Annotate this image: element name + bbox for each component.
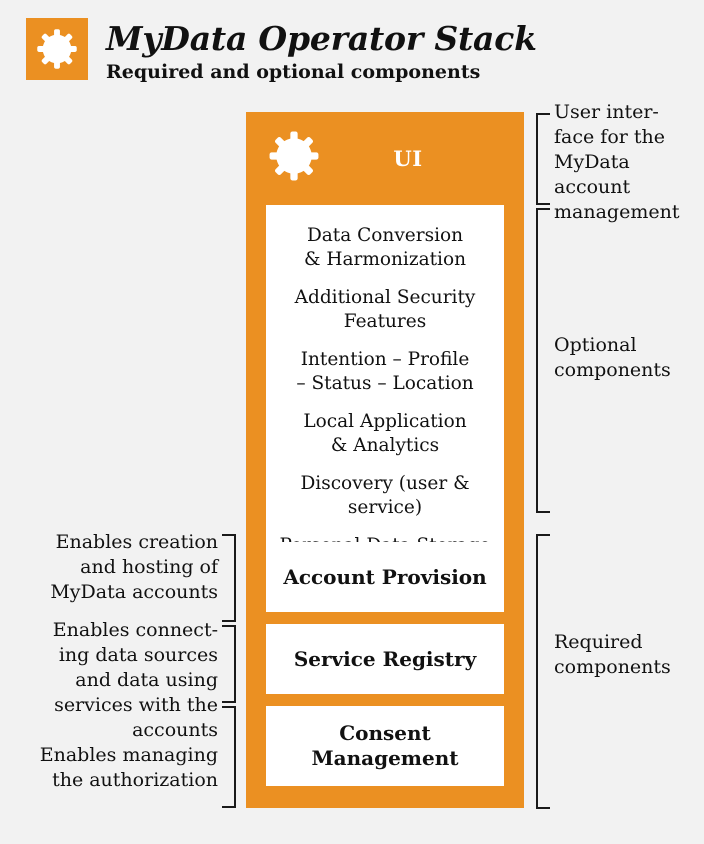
- annotation-required: Required components: [554, 631, 671, 678]
- operator-stack: [246, 112, 524, 808]
- bracket-service-registry: [222, 625, 236, 703]
- optional-component-item[interactable]: Intention – Profile – Status – Location: [296, 349, 474, 394]
- annotation-account-provision: Enables creation and hosting of MyData accounts: [50, 531, 218, 603]
- page-title: MyData Operator Stack: [106, 19, 537, 58]
- gear-icon: [268, 130, 320, 187]
- required-component-card[interactable]: Consent Management: [266, 706, 504, 786]
- optional-component-item[interactable]: Discovery (user & service): [300, 473, 470, 518]
- ui-layer-label: UI: [393, 146, 423, 171]
- ui-layer[interactable]: [246, 112, 524, 205]
- annotation-optional: Optional components: [554, 334, 671, 381]
- bracket-ui: [536, 113, 550, 205]
- gear-icon: [36, 28, 78, 70]
- title-block: [106, 18, 537, 84]
- logo-box: [26, 18, 88, 80]
- required-component-card[interactable]: Service Registry: [266, 624, 504, 694]
- required-component-card[interactable]: Account Provision: [266, 542, 504, 612]
- annotation-service-registry: Enables connect- ing data sources and data using services with the accounts: [52, 619, 218, 741]
- optional-component-item[interactable]: Data Conversion & Harmonization: [303, 225, 467, 270]
- bracket-optional: [536, 208, 550, 513]
- optional-components-card: [266, 205, 504, 575]
- annotation-consent-management: Enables managing the authorization: [39, 744, 218, 791]
- bracket-account-provision: [222, 534, 236, 622]
- bracket-consent-management: [222, 706, 236, 808]
- annotation-ui: User inter- face for the MyData account management: [554, 101, 680, 223]
- page-subtitle: Required and optional components: [106, 61, 481, 83]
- bracket-required: [536, 534, 550, 809]
- optional-component-item[interactable]: Local Application & Analytics: [303, 411, 467, 456]
- diagram-header: [26, 18, 537, 84]
- optional-component-item[interactable]: Additional Security Features: [294, 287, 476, 332]
